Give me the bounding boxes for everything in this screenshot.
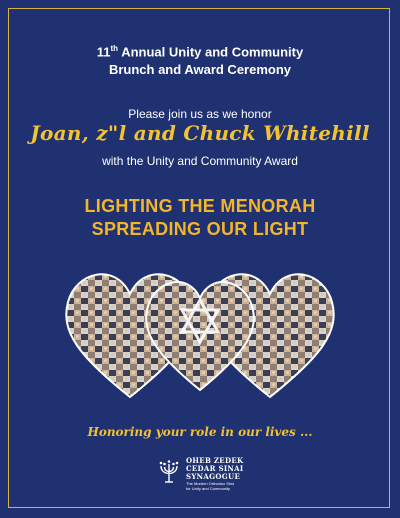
logo-subtitle-line-1: The Modern Orthodox Shul — [186, 481, 235, 486]
synagogue-logo — [156, 456, 246, 496]
honorees-names: Joan, z"l and Chuck Whitehill — [30, 121, 370, 145]
menorah-logo-icon — [156, 458, 182, 484]
logo-name-line-3: SYNAGOGUE — [186, 472, 241, 481]
tagline: Honoring your role in our lives ... — [87, 425, 313, 439]
photo-collage-hearts — [60, 262, 340, 402]
logo-name-line-2: CEDAR SINAI — [186, 464, 244, 473]
theme-line-1: LIGHTING THE MENORAH — [84, 196, 316, 216]
theme-line-2: SPREADING OUR LIGHT — [91, 219, 309, 239]
award-text: with the Unity and Community Award — [102, 154, 298, 168]
event-title-line-1: 11th Annual Unity and Community — [96, 44, 304, 60]
invite-text: Please join us as we honor — [128, 107, 272, 121]
event-title-line-2: Brunch and Award Ceremony — [108, 62, 292, 77]
logo-name-line-1: OHEB ZEDEK — [186, 456, 244, 465]
logo-subtitle-line-2: for Unity and Community — [186, 486, 231, 491]
